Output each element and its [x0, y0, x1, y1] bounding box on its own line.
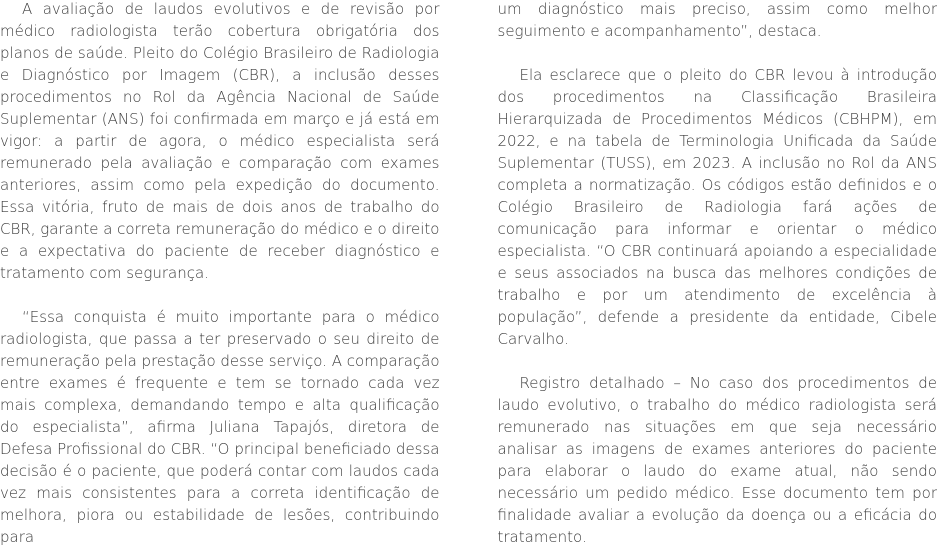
article-paragraph-1: A avaliação de laudos evolutivos e de revisão por médico radiologista terão cobertura obrigatória dos planos de saúde. Pleito do Colégio Brasileiro de Radiologia e Diagnóstico por Imagem (CBR), a inclusão desses procedimentos no Rol da Agência Nacional de Saúde Suplementar (ANS) foi confirmada em março e já está em vigor: a partir de agora, o médico especialista será remunerado pela avaliação e comparação com exames anteriores, assim como pela expedição do documento. Essa vitória, fruto de mais de dois anos de trabalho do CBR, garante a correta remuneração do médico e o direito e a expectativa do paciente de receber diagnóstico e tratamento com segurança. — [0, 0, 440, 284]
article-paragraph-2-continued: um diagnóstico mais preciso, assim como melhor seguimento e acompanhamento”, destaca. — [498, 0, 937, 42]
article-paragraph-4: Registro detalhado – No caso dos procedimentos de laudo evolutivo, o trabalho do médico radiologista será remunerado nas situações em que seja necessário analisar as imagens de exames anteriores do paciente para elaborar o laudo do exame atual, não sendo necessário um pedido médico. Esse documento tem por finalidade avaliar a evolução da doença ou a eficácia do tratamento. — [498, 372, 937, 548]
article-left-column — [0, 0, 440, 544]
article-paragraph-2: “Essa conquista é muito importante para o médico radiologista, que passa a ter preservado o seu direito de remuneração pela prestação desse serviço. A comparação entre exames é frequente e tem se tornado cada vez mais complexa, demandando tempo e alta qualificação do especialista”, afirma Juliana Tapajós, diretora de Defesa Profissional do CBR. “O principal beneficiado dessa decisão é o paciente, que poderá contar com laudos cada vez mais consistentes para a correta identificação de melhora, piora ou estabilidade de lesões, contribuindo para — [0, 306, 440, 548]
article-right-column — [498, 0, 937, 544]
article-paragraph-3: Ela esclarece que o pleito do CBR levou à introdução dos procedimentos na Classificação Brasileira Hierarquizada de Procedimentos Médicos (CBHPM), em 2022, e na tabela de Terminologia Unificada da Saúde Suplementar (TUSS), em 2023. A inclusão no Rol da ANS completa a normatização. Os códigos estão definidos e o Colégio Brasileiro de Radiologia fará ações de comunicação para informar e orientar o médico especialista. “O CBR continuará apoiando a especialidade e seus associados na busca das melhores condições de trabalho e por um atendimento de excelência à população”, defende a presidente da entidade, Cibele Carvalho. — [498, 64, 937, 350]
